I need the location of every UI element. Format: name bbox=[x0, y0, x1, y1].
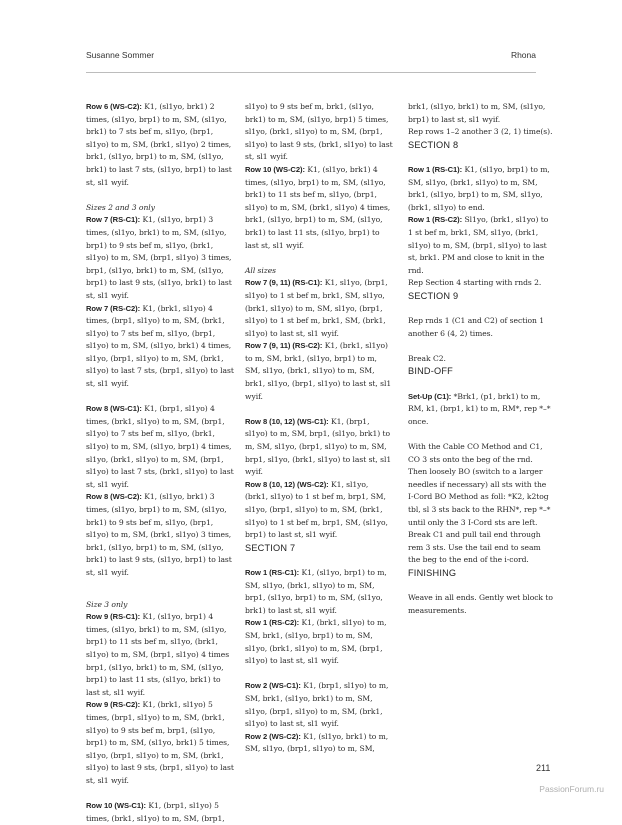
row-instructions: K1, (sl1yo, brp1) to m, SM, sl1yo, (brk1, sl1yo) to m, SM, brk1, (sl1yo, brp1) to m, SM, sl1yo, (brk1, sl1yo) to end. bbox=[408, 164, 550, 212]
row-instructions: Sl1yo, (brk1, sl1yo) to 1 st bef m, brk1, SM, sl1yo, (brk1, sl1yo) to m, SM, (brp1, sl1yo) to last st, brk1. PM and close to knit in the rnd. bbox=[408, 215, 549, 275]
row-label: Row 7 (RS-C2): bbox=[86, 303, 141, 313]
pattern-row bbox=[245, 340, 393, 403]
running-header-title: Rhona bbox=[510, 50, 536, 60]
pattern-row bbox=[245, 567, 393, 617]
pattern-paragraph bbox=[408, 101, 554, 126]
row-instructions: K1, (brp1, sl1yo) 4 times, (brk1, sl1yo) to m, SM, (brp1, sl1yo) to 7 sts bef m, sl1yo, (brk1, sl1yo) to m, SM, (sl1yo, brp1) 4 times, sl1yo, (brk1, sl1yo) to m, SM, (brp1, sl1yo) to last 7 sts, (brk1, sl1yo) to last st, sl1 wyif. bbox=[86, 404, 234, 489]
row-label: Row 2 (WS-C1): bbox=[245, 681, 301, 691]
pattern-paragraph bbox=[408, 592, 554, 617]
row-instructions: K1, (brp1, sl1yo) 5 times, (brk1, sl1yo) to m, SM, (brp1, bbox=[86, 801, 225, 823]
row-label: Row 10 (WS-C1): bbox=[86, 801, 147, 811]
pattern-row bbox=[245, 731, 393, 756]
row-label: Row 8 (10, 12) (WS-C2): bbox=[245, 479, 329, 489]
row-label: Row 8 (WS-C2): bbox=[86, 492, 142, 502]
row-instructions: K1, (sl1yo, brk1) 3 times, (sl1yo, brp1) to m, SM, (sl1yo, brk1) to 9 sts bef m, sl1yo, (brp1, sl1yo) to m, SM, (brk1, sl1yo) 3 times, brk1, (sl1yo, brp1) to m, SM, (sl1yo, brk1) to last 9 sts, (sl1yo, brp1) to last st, sl1 wyif. bbox=[86, 492, 232, 577]
pattern-row bbox=[245, 680, 393, 730]
section-heading: FINISHING bbox=[408, 567, 457, 578]
pattern-paragraph bbox=[408, 353, 554, 366]
row-instructions: K1, (sl1yo, brk1) to m, SM, sl1yo, (brp1, sl1yo) to m, SM, bbox=[245, 731, 389, 754]
row-label: Row 8 (10, 12) (WS-C1): bbox=[245, 416, 329, 426]
page-number: 211 bbox=[536, 763, 551, 773]
row-label: Row 1 (RS-C2): bbox=[408, 215, 463, 225]
row-label: Row 1 (RS-C1): bbox=[245, 567, 300, 577]
row-instructions: K1, (brp1, sl1yo) to m, SM, brp1, (sl1yo, brk1) to m, SM, sl1yo, (brp1, sl1yo) to m, SM, brp1, sl1yo, (brk1, sl1yo) to last st, sl1 wyif. bbox=[245, 416, 392, 477]
row-instructions: K1, (sl1yo, brp1) to m, SM, sl1yo, (brk1, sl1yo) to m, SM, brp1, (sl1yo, brp1) to m, SM, (sl1yo, brk1) to last st, sl1 wyif. bbox=[245, 567, 387, 615]
row-instructions: K1, (sl1yo, brk1) 2 times, (sl1yo, brp1) to m, SM, (sl1yo, brk1) to 7 sts bef m, sl1yo, (brp1, sl1yo) to m, SM, (brk1, sl1yo) 2 times, brk1, (sl1yo, brp1) to m, SM, (sl1yo, brk1) to last 7 sts, (sl1yo, brp1) to last st, sl1 wyif. bbox=[86, 102, 232, 187]
row-instructions: K1, (sl1yo, brk1) 4 times, (sl1yo, brp1) to m, SM, (sl1yo, brk1) to 11 sts bef m, sl1yo, (brp1, sl1yo) to m, SM, (brk1, sl1yo) 4 times, brk1, (sl1yo, brp1) to m, SM, (sl1yo, brk1) to last 11 sts, (sl1yo, brp1) to last st, sl1 wyif. bbox=[245, 164, 391, 250]
row-label: Set-Up (C1): bbox=[408, 391, 452, 401]
running-header-author: Susanne Sommer bbox=[86, 50, 155, 60]
size-note: Sizes 2 and 3 only bbox=[86, 202, 155, 212]
section-heading: SECTION 7 bbox=[245, 542, 296, 553]
row-instructions: sl1yo) to 9 sts bef m, brk1, (sl1yo, brk1) to m, SM, (sl1yo, brp1) 5 times, sl1yo, (brk1, sl1yo) to m, SM, (brp1, sl1yo) to last 9 sts, (brk1, sl1yo) to last st, sl1 wyif. bbox=[245, 102, 393, 162]
pattern-row bbox=[86, 214, 234, 302]
row-instructions: K1, (sl1yo, brp1) 3 times, (sl1yo, brk1) to m, SM, (sl1yo, brp1) to 9 sts bef m, sl1yo, (brk1, sl1yo) to m, SM, (brp1, sl1yo) 3 times, brp1, (sl1yo, brk1) to m, SM, (sl1yo, brp1) to last 9 sts, (sl1yo, brk1) to last st, sl1 wyif. bbox=[86, 215, 232, 300]
row-instructions: K1, (brp1, sl1yo) to m, SM, brk1, (sl1yo, brk1) to m, SM, sl1yo, (brp1, sl1yo) to m, SM, (brk1, sl1yo) to last st, sl1 wyif. bbox=[245, 681, 389, 729]
row-instructions: Break C2. bbox=[408, 353, 446, 363]
pattern-paragraph bbox=[408, 126, 554, 139]
row-instructions: Rep Section 4 starting with rnds 2. bbox=[408, 278, 542, 288]
pattern-row bbox=[86, 699, 234, 787]
size-note: All sizes bbox=[245, 265, 277, 275]
row-instructions: K1, (brk1, sl1yo) 4 times, (brp1, sl1yo) to m, SM, (brk1, sl1yo) to 7 sts bef m, sl1yo, (brp1, sl1yo) to m, SM, (sl1yo, brk1) 4 times, sl1yo, (brp1, sl1yo) to m, SM, (brk1, sl1yo) to last 7 sts, (brp1, sl1yo) to last st, sl1 wyif. bbox=[86, 303, 234, 389]
pattern-row bbox=[86, 303, 234, 391]
column-2 bbox=[245, 101, 393, 756]
pattern-row bbox=[86, 403, 234, 491]
row-label: Row 9 (RS-C2): bbox=[86, 700, 141, 710]
column-1 bbox=[86, 101, 234, 825]
row-instructions: K1, (brk1, sl1yo) to m, SM, brk1, (sl1yo, brp1) to m, SM, sl1yo, (brk1, sl1yo) to m, SM, brk1, sl1yo, (brp1, sl1yo) to last st, sl1 wyif. bbox=[245, 341, 392, 401]
pattern-row bbox=[86, 491, 234, 579]
section-heading: SECTION 9 bbox=[408, 290, 459, 301]
row-label: Row 2 (WS-C2): bbox=[245, 731, 301, 741]
row-instructions: brk1, (sl1yo, brk1) to m, SM, (sl1yo, brp1) to last st, sl1 wyif. bbox=[408, 102, 546, 124]
pattern-row bbox=[408, 214, 554, 277]
pattern-paragraph bbox=[245, 101, 393, 164]
header-rule bbox=[86, 72, 536, 73]
row-instructions: K1, (brk1, sl1yo) to m, SM, brk1, (sl1yo, brp1) to m, SM, sl1yo, (brk1, sl1yo) to m, SM, (brp1, sl1yo) to last st, sl1 wyif. bbox=[245, 618, 387, 666]
column-3 bbox=[408, 101, 554, 617]
pattern-row bbox=[245, 164, 393, 252]
row-instructions: Rep rnds 1 (C1 and C2) of section 1 another 6 (4, 2) times. bbox=[408, 316, 545, 338]
watermark: PassionForum.ru bbox=[539, 784, 604, 794]
pattern-row bbox=[408, 391, 554, 429]
section-heading: BIND-OFF bbox=[408, 366, 453, 377]
row-label: Row 1 (RS-C1): bbox=[408, 164, 463, 174]
row-instructions: Weave in all ends. Gently wet block to measurements. bbox=[408, 593, 553, 615]
row-instructions: K1, sl1yo, (brk1, sl1yo) to 1 st bef m, brp1, SM, sl1yo, (brp1, sl1yo) to m, SM, (brk1, sl1yo) to 1 st bef m, brp1, SM, (sl1yo, brp1) to last st, sl1 wyif. bbox=[245, 479, 388, 540]
pattern-paragraph bbox=[408, 277, 554, 290]
size-note: Size 3 only bbox=[86, 599, 128, 609]
row-instructions: K1, (sl1yo, brp1) 4 times, (sl1yo, brk1) to m, SM, (sl1yo, brp1) to 11 sts bef m, sl1yo, (brk1, sl1yo) to m, SM, (brp1, sl1yo) 4 times brp1, (sl1yo, brk1) to m, SM, (sl1yo, brp1) to last 11 sts, (sl1yo, brk1) to last st, sl1 wyif. bbox=[86, 612, 230, 697]
row-instructions: With the Cable CO Method and C1, CO 3 sts onto the beg of the rnd. Then loosely BO (switch to a larger needles if necessary) all sts with the I-Cord BO Method as foll: *K2, k2tog tbl, sl 3 sts back to the RHN*, rep *–* until only the 3 I-Cord sts are left. Break C1 and pull tail end through rem 3 sts. Use the tail end to seam the beg to the end of the i-cord. bbox=[408, 442, 551, 565]
row-instructions: K1, (brk1, sl1yo) 5 times, (brp1, sl1yo) to m, SM, (brk1, sl1yo) to 9 sts bef m, brp1, (sl1yo, brp1) to m, SM, (sl1yo, brk1) 5 times, sl1yo, (brp1, sl1yo) to m, SM, (brk1, sl1yo) to last 9 sts, (brp1, sl1yo) to last st, sl1 wyif. bbox=[86, 700, 234, 785]
row-label: Row 10 (WS-C2): bbox=[245, 164, 306, 174]
pattern-row bbox=[86, 800, 234, 825]
row-label: Row 7 (9, 11) (RS-C2): bbox=[245, 341, 323, 351]
row-label: Row 8 (WS-C1): bbox=[86, 404, 142, 414]
pattern-row bbox=[245, 277, 393, 340]
pattern-row bbox=[245, 617, 393, 667]
section-heading: SECTION 8 bbox=[408, 139, 459, 150]
row-label: Row 7 (9, 11) (RS-C1): bbox=[245, 278, 323, 288]
pattern-row bbox=[86, 611, 234, 699]
row-instructions: *Brk1, (p1, brk1) to m, RM, k1, (brp1, k1) to m, RM*, rep *–* once. bbox=[408, 391, 551, 426]
row-instructions: Rep rows 1–2 another 3 (2, 1) time(s). bbox=[408, 127, 553, 137]
pattern-row bbox=[86, 101, 234, 189]
pattern-paragraph bbox=[408, 315, 554, 340]
row-label: Row 7 (RS-C1): bbox=[86, 215, 141, 225]
row-instructions: K1, sl1yo, (brp1, sl1yo) to 1 st bef m, brk1, SM, sl1yo, (brk1, sl1yo) to m, SM, sl1yo, (brp1, sl1yo) to 1 st bef m, brk1, SM, (brk1, sl1yo) to last st, sl1 wyif. bbox=[245, 278, 388, 338]
pattern-row bbox=[245, 479, 393, 542]
row-label: Row 1 (RS-C2): bbox=[245, 618, 300, 628]
row-label: Row 6 (WS-C2): bbox=[86, 102, 142, 111]
pattern-paragraph bbox=[408, 441, 554, 567]
pattern-row bbox=[245, 416, 393, 479]
pattern-row bbox=[408, 164, 554, 214]
row-label: Row 9 (RS-C1): bbox=[86, 612, 141, 622]
